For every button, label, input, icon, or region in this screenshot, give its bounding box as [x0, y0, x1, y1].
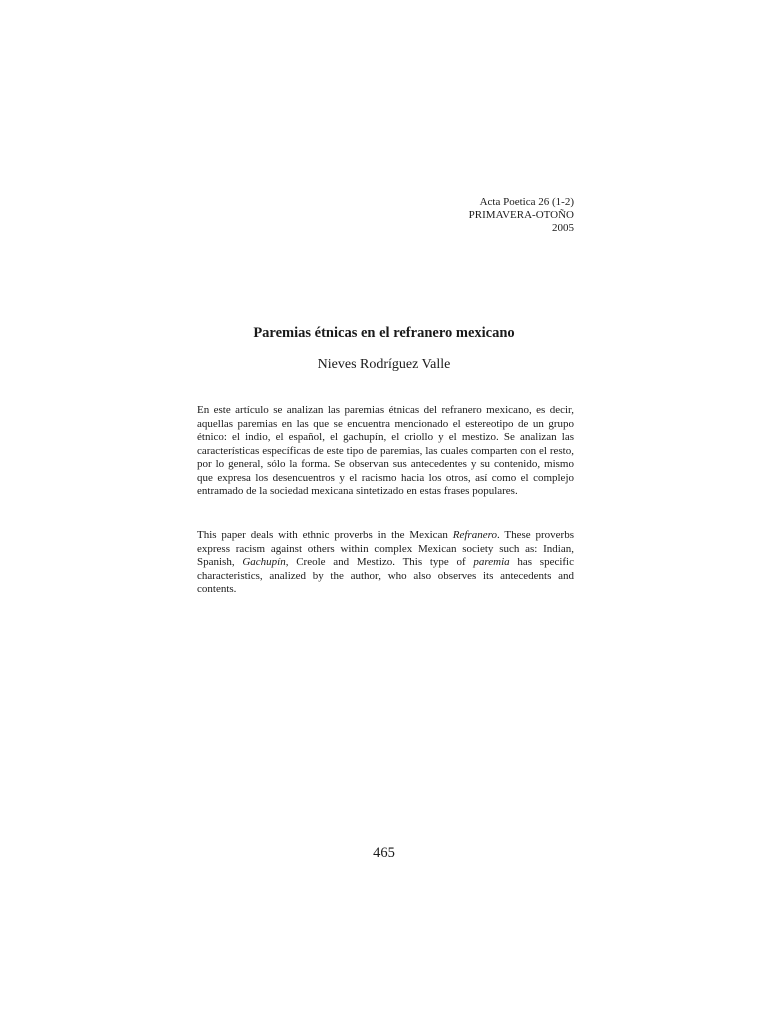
abstract-english-text-3: , Creole and Mestizo. This type of [285, 556, 474, 568]
article-title: Paremias étnicas en el refranero mexicano [253, 325, 515, 341]
abstract-english-italic-refranero: Refranero [452, 529, 497, 541]
journal-citation: Acta Poetica 26 (1-2) [479, 196, 574, 208]
journal-header [469, 196, 574, 235]
page-number: 465 [373, 845, 395, 861]
abstract-english-text-2: . These proverbs express racism against others within complex Mexican society such as: Indian, Spanish, [197, 529, 574, 568]
article-author: Nieves Rodríguez Valle [317, 357, 451, 372]
abstract-english-text-4: has specific characteristics, analized by the author, who also observes its antecedents and contents. [197, 556, 574, 595]
abstract-english [197, 529, 574, 597]
abstract-spanish: En este artículo se analizan las paremias étnicas del refranero mexicano, es decir, aquellas paremias en las que se encuentra mencionado el estereotipo de un grupo étnico: el indio, el español, el gachupín, el criollo y el mestizo. Se analizan las características específicas de este tipo de paremias, las cuales comparten con el resto, por lo general, sólo la forma. Se observan sus antecedentes y su contenido, mismo que expresa los desencuentros y el racismo hacia los otros, así como el complejo entramado de la sociedad mexicana sintetizado en estas frases populares. [197, 404, 574, 497]
journal-year: 2005 [552, 222, 574, 234]
abstract-english-italic-gachupin: Gachupín [242, 556, 286, 568]
abstract-english-text-1: This paper deals with ethnic proverbs in the Mexican [197, 529, 453, 541]
journal-season: PRIMAVERA-OTOÑO [468, 209, 574, 221]
abstract-english-italic-paremia: paremia [473, 556, 510, 568]
